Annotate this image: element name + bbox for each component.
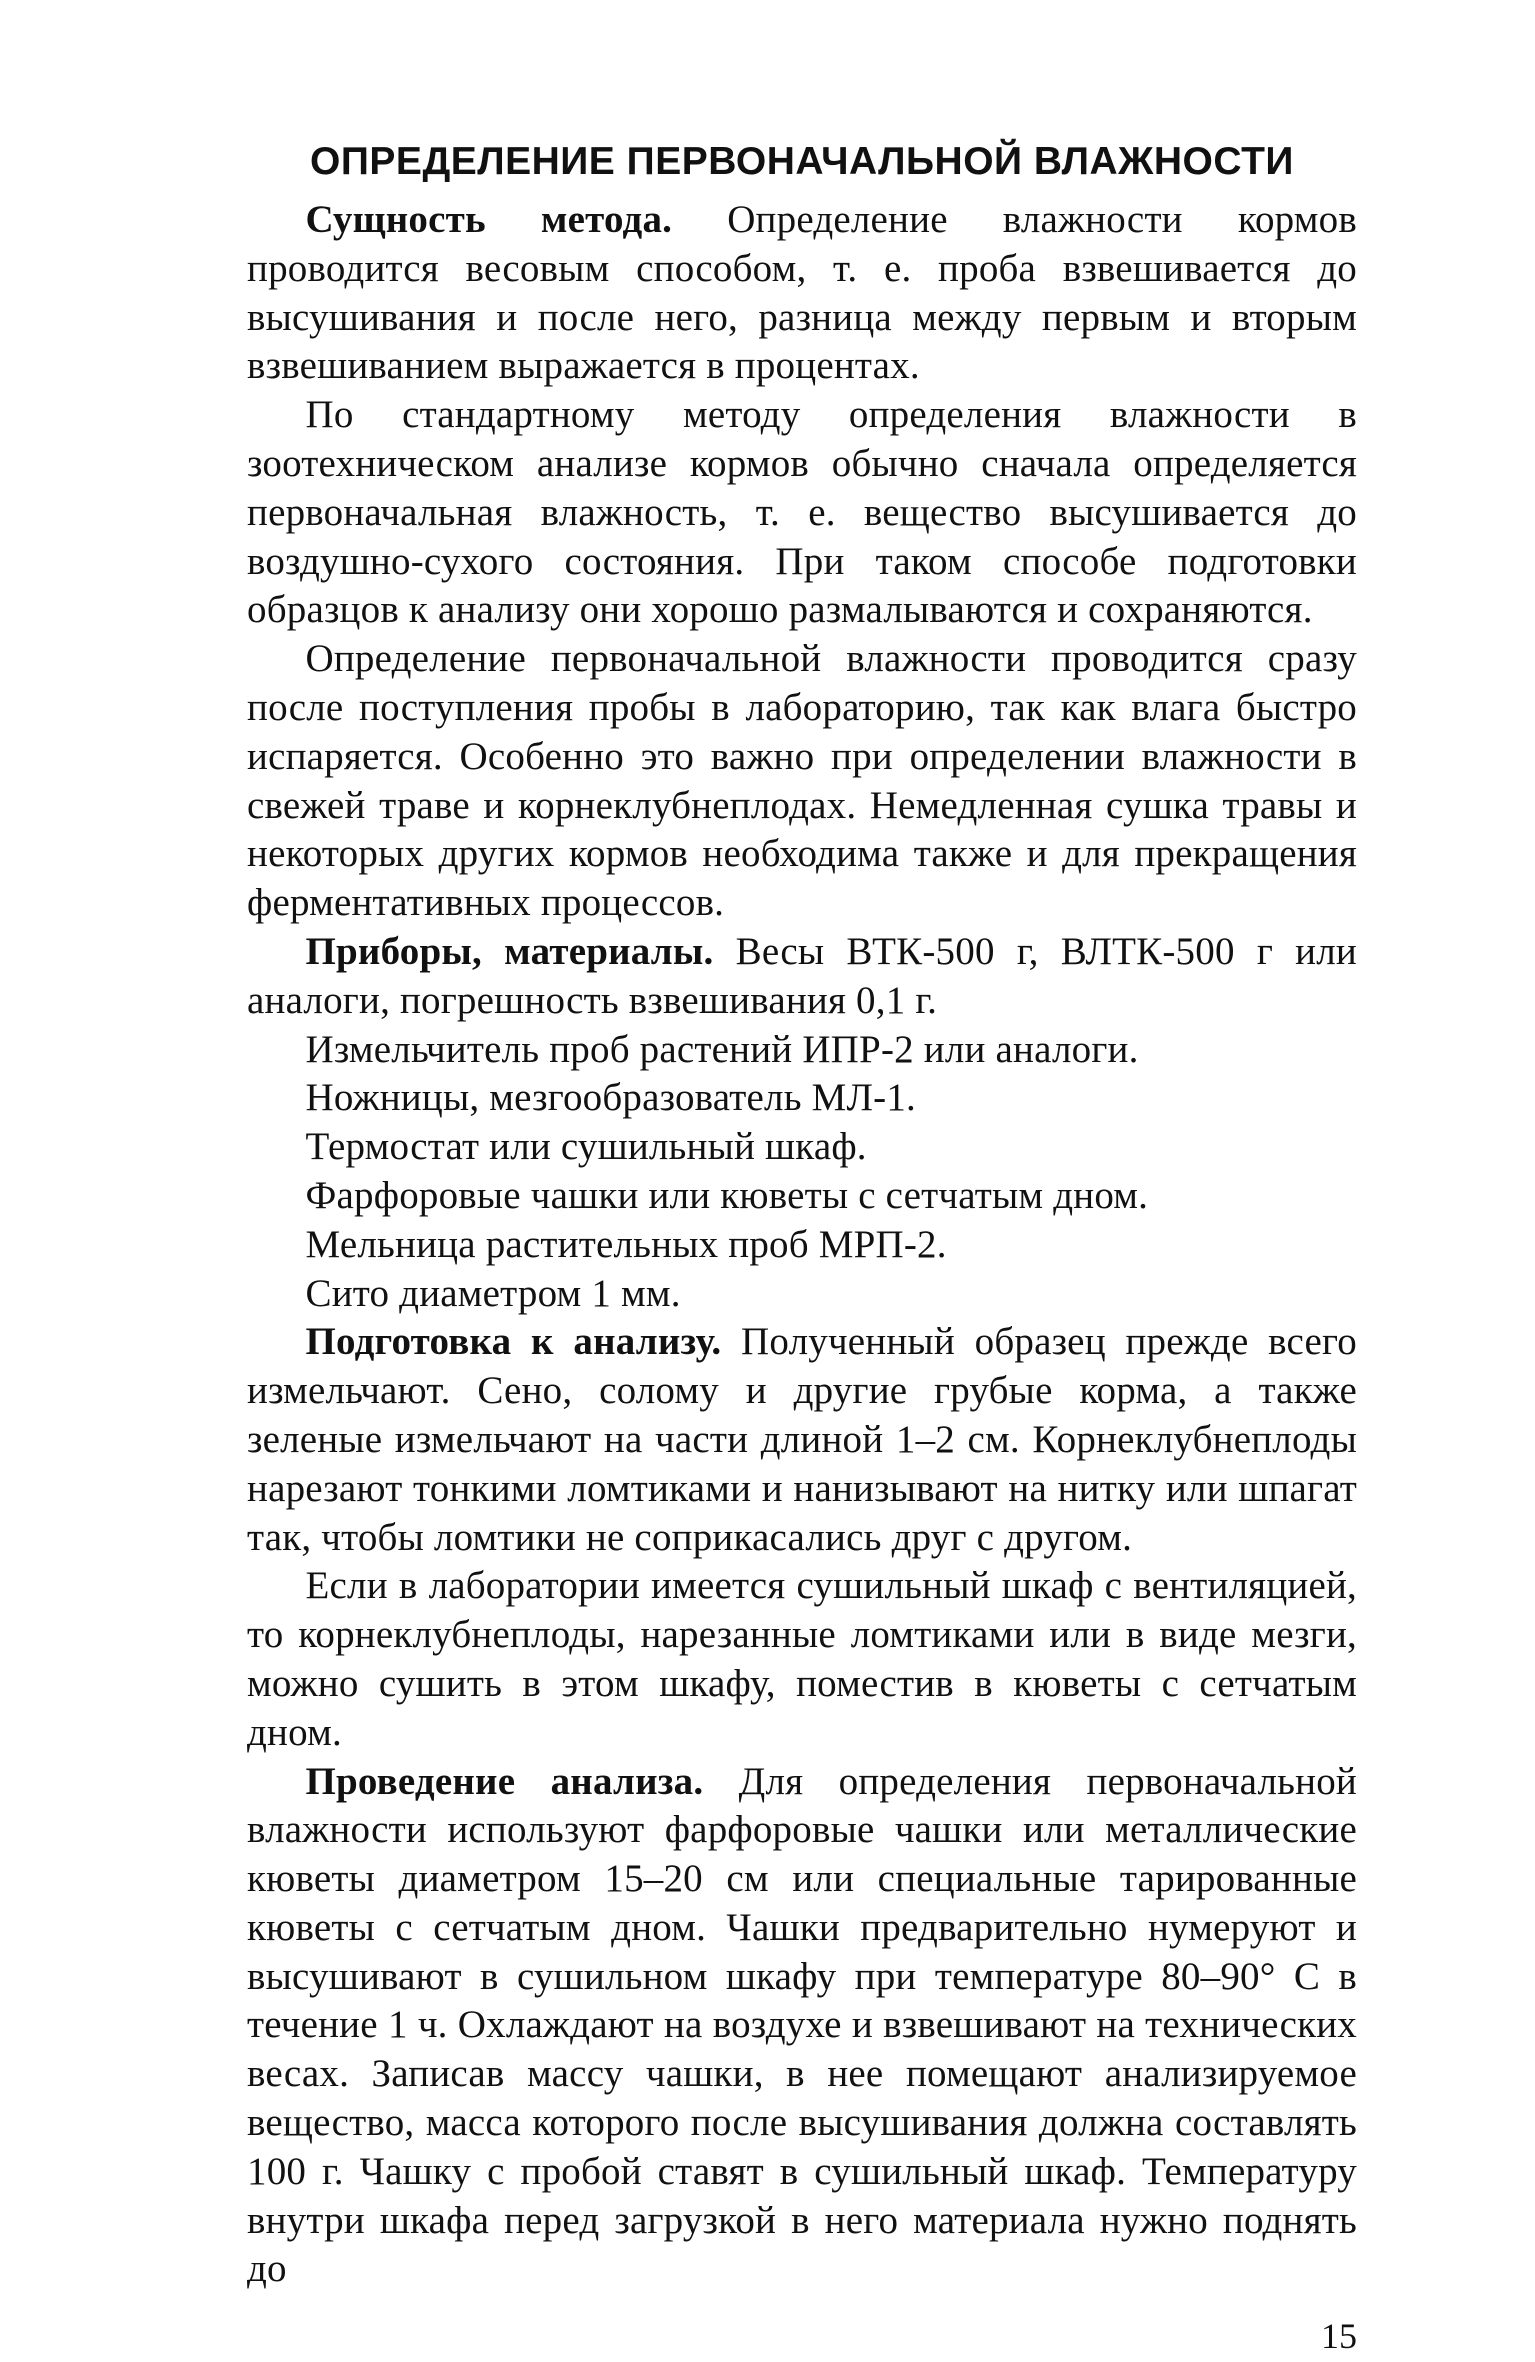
paragraph <box>247 1562 1357 1757</box>
page-number: 15 <box>1321 2316 1357 2357</box>
paragraph-lead: Подготовка к анализу. <box>305 1320 722 1364</box>
equipment-item: Измельчитель проб растений ИПР-2 или аналоги. <box>305 1027 1139 1071</box>
equipment-item: Фарфоровые чашки или кюветы с сетчатым дном. <box>305 1173 1149 1217</box>
paragraph-equipment <box>247 928 1357 1026</box>
equipment-item: Мельница растительных проб МРП-2. <box>305 1222 947 1266</box>
equipment-item: Термостат или сушильный шкаф. <box>305 1125 867 1169</box>
paragraph-lead: Сущность метода. <box>305 198 673 241</box>
document-page <box>247 138 1357 2358</box>
paragraph-lead: Проведение анализа. <box>305 1759 704 1803</box>
paragraph-text: Весы ВТК-500 г, ВЛТК-500 г или аналоги, погрешность взвешивания 0,1 г. <box>247 929 1357 1022</box>
paragraph-analysis <box>247 1758 1357 2295</box>
page-title: ОПРЕДЕЛЕНИЕ ПЕРВОНАЧАЛЬНОЙ ВЛАЖНОСТИ <box>310 140 1294 183</box>
paragraph-text: Определение первоначальной влажности проводится сразу после поступления пробы в лабораторию, так как влага быстро испаряется. Особенно это важно при определении влажности в свежей траве и корнеклубнеплодах. Немедленная сушка травы и некоторых других кормов необходима также и для прекращения ферментативных процессов. <box>247 637 1357 925</box>
paragraph-text: По стандартному методу определения влажности в зоотехническом анализе кормов обычно сначала определяется первоначальная влажность, т. е. вещество высушивается до воздушно-сухого состояния. При таком способе подготовки образцов к анализу они хорошо размалываются и сохраняются. <box>247 393 1357 632</box>
equipment-item: Сито диаметром 1 мм. <box>305 1271 681 1315</box>
paragraph <box>247 635 1357 928</box>
paragraph-text: Определение влажности кормов проводится весовым способом, т. е. проба взвешивается до высушивания и после него, разница между первым и вторым взвешиванием выражается в процентах. <box>247 198 1357 388</box>
paragraph-text: Если в лаборатории имеется сушильный шкаф с вентиляцией, то корнеклубнеплоды, нарезанные ломтиками или в виде мезги, можно сушить в этом шкафу, поместив в кюветы с сетчатым дном. <box>247 1564 1357 1754</box>
paragraph-lead: Приборы, материалы. <box>305 929 714 973</box>
paragraph <box>247 391 1357 635</box>
paragraph-preparation <box>247 1318 1357 1562</box>
paragraph-text: Полученный образец прежде всего измельчают. Сено, солому и другие грубые корма, а также зеленые измельчают на части длиной 1–2 см. Корнеклубнеплоды нарезают тонкими ломтиками и нанизывают на нитку или шпагат так, чтобы ломтики не соприкасались друг с другом. <box>247 1320 1357 1559</box>
equipment-item: Ножницы, мезгообразователь МЛ-1. <box>305 1076 916 1120</box>
paragraph-text: Для определения первоначальной влажности используют фарфоровые чашки или металлические кюветы диаметром 15–20 см или специальные тарированные кюветы с сетчатым дном. Чашки предварительно нумеруют и высушивают в сушильном шкафу при температуре 80–90° С в течение 1 ч. Охлаждают на воздухе и взвешивают на технических весах. Записав массу чашки, в нее помещают анализируемое вещество, масса которого после высушивания должна составлять 100 г. Чашку с пробой ставят в сушильный шкаф. Температуру внутри шкафа перед загрузкой в него материала нужно поднять до <box>247 1759 1358 2291</box>
paragraph-method-essence <box>247 196 1357 391</box>
